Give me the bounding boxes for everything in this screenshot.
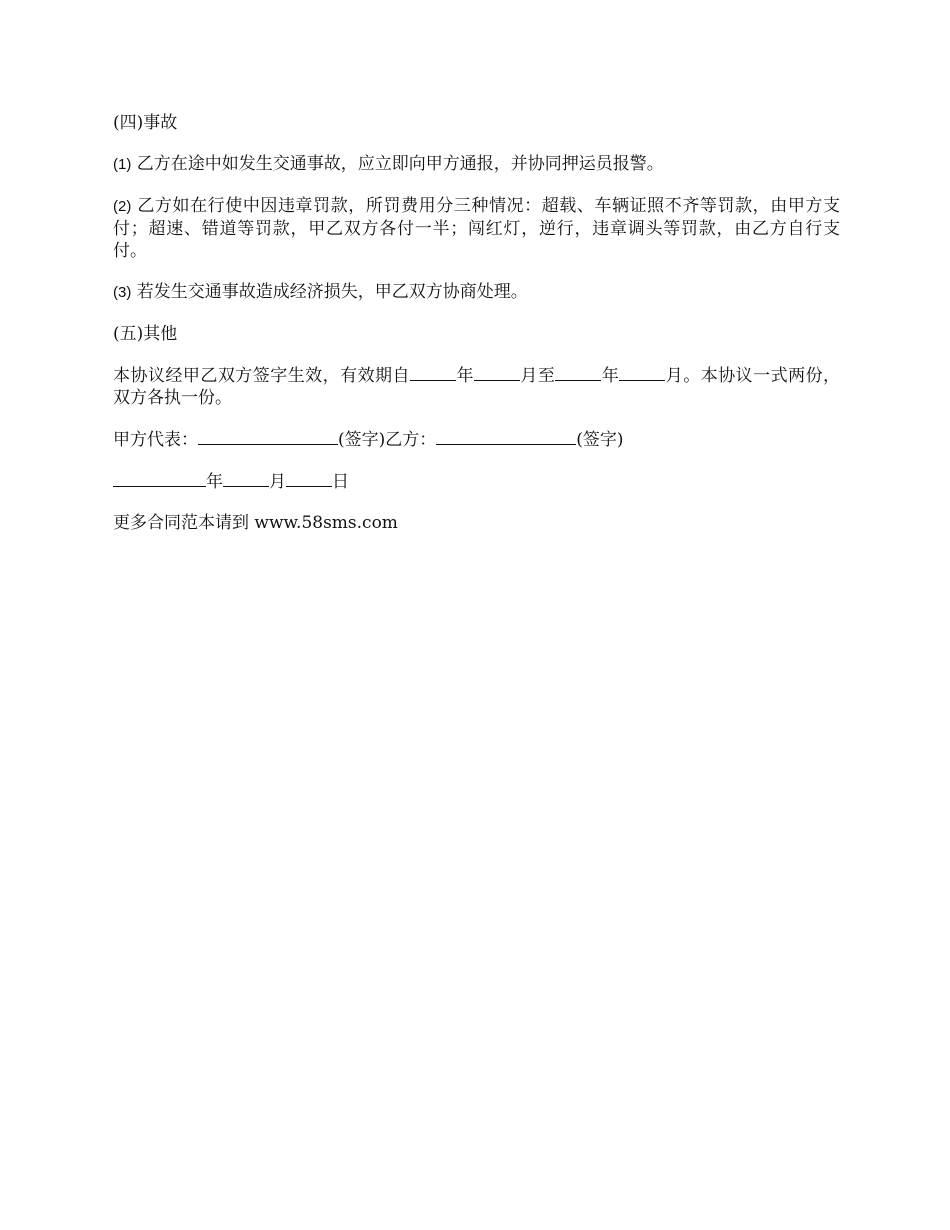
blank-end-year — [555, 364, 601, 381]
party-a-sign-label: (签字)乙方： — [338, 430, 437, 450]
section-5-title: (五)其他 — [113, 324, 178, 344]
validity-year-label-1: 年 — [456, 366, 474, 386]
clause-1-number: (1) — [113, 156, 132, 173]
party-a-label: 甲方代表： — [113, 430, 198, 450]
validity-text-start: 本协议经甲乙双方签字生效，有效期自 — [113, 366, 410, 386]
validity-year-label-2: 年 — [601, 366, 620, 386]
validity-text-end: 月。本协议一式两份，双方各执一份。 — [113, 366, 841, 408]
party-b-signature-blank — [436, 428, 576, 445]
section-4-title: (四)事故 — [113, 113, 178, 133]
blank-start-month — [474, 364, 520, 381]
clause-item-3 — [113, 281, 840, 304]
clause-1-text: 乙方在途中如发生交通事故，应立即向甲方通报，并协同押运员报警。 — [131, 154, 664, 174]
party-a-signature-blank — [198, 428, 338, 445]
clause-3-text: 若发生交通事故造成经济损失，甲乙双方协商处理。 — [131, 282, 528, 302]
date-year-label: 年 — [206, 472, 223, 492]
party-b-sign-label: (签字) — [576, 430, 624, 450]
clause-2-text: 乙方如在行使中因违章罚款，所罚费用分三种情况：超载、车辆证照不齐等罚款，由甲方支付；超速、错道等罚款，甲乙双方各付一半；闯红灯，逆行，违章调头等罚款，由乙方自行支付。 — [113, 196, 840, 261]
date-line — [113, 470, 840, 493]
date-month-blank — [223, 470, 269, 487]
clause-2-number: (2) — [113, 198, 132, 215]
clause-item-1 — [113, 153, 840, 176]
validity-clause — [113, 364, 840, 409]
blank-start-year — [410, 364, 456, 381]
footer-link[interactable]: 更多合同范本请到 www.58sms.com — [113, 513, 398, 533]
blank-end-month — [619, 364, 665, 381]
document-body — [113, 112, 840, 553]
date-month-label: 月 — [269, 472, 286, 492]
clause-item-2 — [113, 195, 840, 262]
validity-month-to-label: 月至 — [519, 366, 556, 386]
signature-line — [113, 428, 840, 451]
date-year-blank — [113, 470, 206, 487]
clause-3-number: (3) — [113, 284, 132, 301]
date-day-blank — [286, 470, 332, 487]
date-day-label: 日 — [332, 472, 349, 492]
